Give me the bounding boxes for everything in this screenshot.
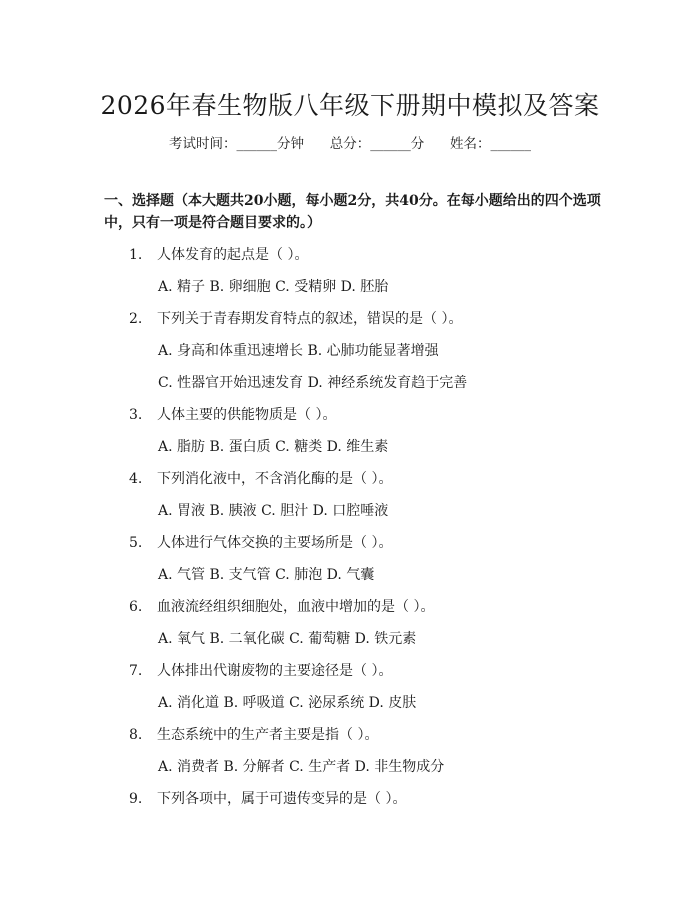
question-item: [129, 660, 392, 680]
question-text: 血液流经组织细胞处，血液中增加的是（ ）。: [157, 599, 435, 615]
question-text: 人体进行气体交换的主要场所是（ ）。: [157, 535, 393, 551]
question-item: [129, 404, 336, 424]
question-item: [129, 532, 392, 552]
question-item: [129, 244, 308, 264]
question-number: 5.: [129, 535, 143, 551]
question-text: 下列关于青春期发育特点的叙述，错误的是（ ）。: [157, 311, 463, 327]
question-options: A. 消费者 B. 分解者 C. 生产者 D. 非生物成分: [158, 759, 445, 775]
question-item: [129, 724, 378, 744]
question-number: 9.: [129, 791, 143, 807]
question-item: [129, 596, 434, 616]
section-heading-multiple-choice: 一、选择题（本大题共20小题，每小题2分，共40分。在每小题给出的四个选项中，只有一项是符合题目要求的。）: [104, 193, 601, 231]
question-options: C. 性器官开始迅速发育 D. 神经系统发育趋于完善: [158, 375, 468, 391]
question-options: A. 氧气 B. 二氧化碳 C. 葡萄糖 D. 铁元素: [158, 631, 417, 647]
question-options: A. 脂肪 B. 蛋白质 C. 糖类 D. 维生素: [158, 439, 389, 455]
question-options: A. 胃液 B. 胰液 C. 胆汁 D. 口腔唾液: [158, 503, 389, 519]
question-text: 下列各项中，属于可遗传变异的是（ ）。: [157, 791, 407, 807]
question-number: 2.: [129, 311, 143, 327]
question-options: A. 精子 B. 卵细胞 C. 受精卵 D. 胚胎: [158, 279, 389, 295]
question-text: 人体主要的供能物质是（ ）。: [157, 407, 337, 423]
exam-meta-line: 考试时间：______分钟 总分：______分 姓名：______: [169, 136, 531, 152]
question-number: 1.: [129, 247, 143, 263]
question-number: 3.: [129, 407, 143, 423]
question-text: 人体排出代谢废物的主要途径是（ ）。: [157, 663, 393, 679]
question-options: A. 身高和体重迅速增长 B. 心肺功能显著增强: [158, 343, 439, 359]
document-title: 2026年春生物版八年级下册期中模拟及答案: [100, 91, 600, 120]
question-number: 7.: [129, 663, 143, 679]
question-item: [129, 308, 462, 328]
question-number: 6.: [129, 599, 143, 615]
question-number: 8.: [129, 727, 143, 743]
question-text: 下列消化液中，不含消化酶的是（ ）。: [157, 471, 393, 487]
question-number: 4.: [129, 471, 143, 487]
question-text: 生态系统中的生产者主要是指（ ）。: [157, 727, 379, 743]
question-options: A. 气管 B. 支气管 C. 肺泡 D. 气囊: [158, 567, 375, 583]
question-item: [129, 468, 392, 488]
question-text: 人体发育的起点是（ ）。: [157, 247, 309, 263]
question-item: [129, 788, 406, 808]
question-options: A. 消化道 B. 呼吸道 C. 泌尿系统 D. 皮肤: [158, 695, 417, 711]
